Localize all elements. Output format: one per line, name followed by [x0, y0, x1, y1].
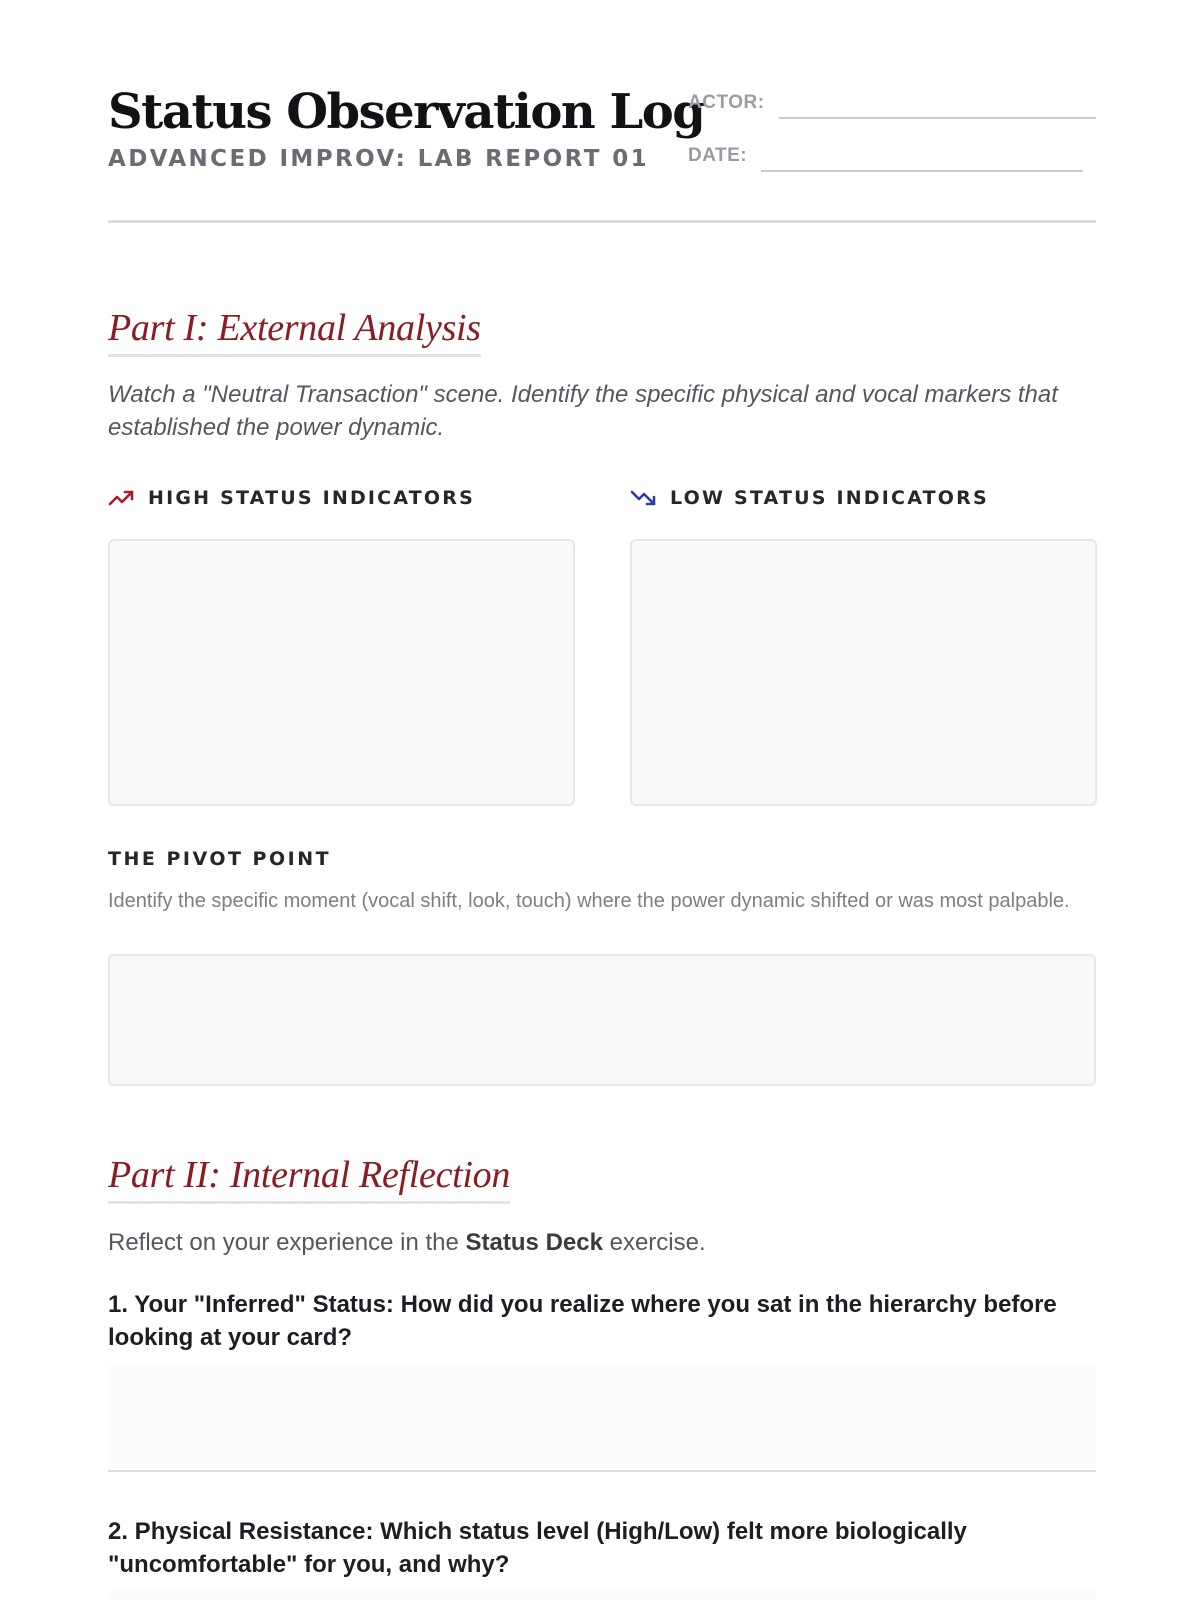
trending-down-icon: [630, 488, 658, 508]
part-1-title: Part I: External Analysis: [108, 306, 481, 357]
part-2-intro-text: Reflect on your experience in the: [108, 1229, 466, 1256]
date-field[interactable]: [761, 170, 1083, 172]
log-header: [108, 82, 1096, 224]
part-2-title: Part II: Internal Reflection: [108, 1153, 510, 1204]
actor-row: [688, 88, 1096, 114]
part-1-intro: Watch a "Neutral Transaction" scene. Identify the specific physical and vocal markers that established the power dynamic.: [108, 381, 1058, 441]
part-2-intro: [108, 1229, 706, 1257]
pivot-point-heading: THE PIVOT POINT: [108, 848, 332, 870]
meta-fields: [688, 88, 1096, 194]
question-2: 2. Physical Resistance: Which status level (High/Low) felt more biologically "uncomfortable" for you, and why?: [108, 1518, 967, 1578]
low-status-textarea[interactable]: [630, 539, 1097, 806]
status-deck-term: Status Deck: [465, 1229, 603, 1256]
low-status-label: LOW STATUS INDICATORS: [670, 487, 989, 509]
low-status-heading: [630, 487, 989, 509]
date-label: DATE:: [688, 145, 748, 166]
actor-field[interactable]: [779, 117, 1096, 119]
pivot-point-textarea[interactable]: [108, 954, 1096, 1086]
page-subtitle: ADVANCED IMPROV: LAB REPORT 01: [108, 146, 649, 172]
answer-2-field[interactable]: [108, 1590, 1096, 1600]
question-1: 1. Your "Inferred" Status: How did you realize where you sat in the hierarchy before looking at your card?: [108, 1291, 1057, 1351]
date-row: [688, 141, 1096, 167]
high-status-textarea[interactable]: [108, 539, 575, 806]
header-divider: [108, 220, 1096, 223]
high-status-label: HIGH STATUS INDICATORS: [148, 487, 475, 509]
trending-up-icon: [108, 488, 136, 508]
page-title: Status Observation Log: [108, 84, 705, 140]
actor-label: ACTOR:: [688, 92, 765, 113]
high-status-heading: [108, 487, 475, 509]
answer-1-field[interactable]: [108, 1364, 1096, 1472]
pivot-point-description: Identify the specific moment (vocal shift, look, touch) where the power dynamic shifted or was most palpable.: [108, 890, 1070, 912]
part-2-intro-end: exercise.: [602, 1229, 706, 1256]
